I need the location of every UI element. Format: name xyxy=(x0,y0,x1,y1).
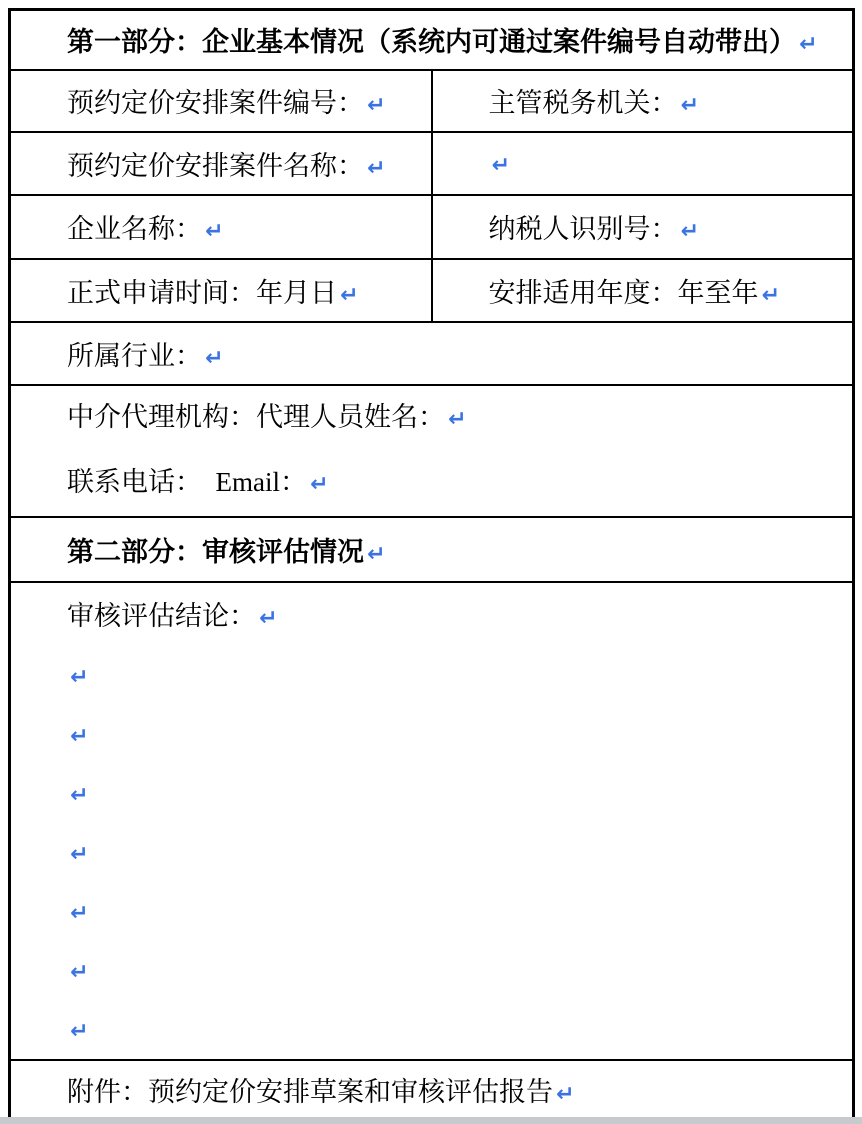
industry-cell[interactable] xyxy=(10,322,854,385)
empty-paragraph xyxy=(67,1000,846,1059)
case-name-label: 预约定价安排案件名称： xyxy=(67,150,364,181)
empty-paragraph xyxy=(67,823,846,882)
conclusion-label: 审核评估结论： xyxy=(67,600,256,631)
section1-header-cell[interactable] xyxy=(10,10,854,70)
paragraph-mark-icon: ↵ xyxy=(367,93,386,118)
applicable-years-label: 安排适用年度：年至年 xyxy=(488,277,759,308)
paragraph-mark-icon: ↵ xyxy=(70,664,89,690)
empty-paragraph xyxy=(67,882,846,941)
empty-paragraph xyxy=(67,646,846,705)
application-time-cell[interactable] xyxy=(10,259,432,322)
paragraph-mark-icon: ↵ xyxy=(491,152,510,178)
paragraph-mark-icon: ↵ xyxy=(70,959,89,985)
tax-authority-label: 主管税务机关： xyxy=(488,88,678,118)
page-bottom-edge-bar xyxy=(0,1117,862,1124)
empty-paragraph xyxy=(67,764,846,823)
paragraph-mark-icon: ↵ xyxy=(70,723,89,749)
paragraph-mark-icon: ↵ xyxy=(340,282,359,308)
company-name-label: 企业名称： xyxy=(67,214,202,244)
case-number-cell[interactable] xyxy=(10,70,432,132)
case-number-label: 预约定价安排案件编号： xyxy=(67,88,364,118)
section2-header-cell[interactable] xyxy=(10,517,854,582)
taxpayer-id-label: 纳税人识别号： xyxy=(488,214,678,244)
paragraph-mark-icon: ↵ xyxy=(205,219,224,244)
attachment-cell[interactable] xyxy=(10,1060,854,1121)
company-name-cell[interactable] xyxy=(10,195,432,259)
paragraph-mark-icon: ↵ xyxy=(367,541,386,567)
agency-line: 中介代理机构：代理人员姓名： xyxy=(67,401,445,432)
empty-paragraph xyxy=(67,705,846,764)
paragraph-mark-icon: ↵ xyxy=(70,900,89,926)
paragraph-mark-icon: ↵ xyxy=(70,782,89,808)
apa-form-table xyxy=(8,8,855,1122)
paragraph-mark-icon: ↵ xyxy=(799,32,818,58)
paragraph-mark-icon: ↵ xyxy=(680,219,699,244)
assessment-conclusion-cell[interactable] xyxy=(10,582,854,1060)
paragraph-mark-icon: ↵ xyxy=(556,1082,575,1108)
application-time-label: 正式申请时间：年月日 xyxy=(67,277,337,308)
paragraph-mark-icon: ↵ xyxy=(761,282,780,308)
industry-label: 所属行业： xyxy=(67,340,202,371)
case-name-value-cell[interactable] xyxy=(432,132,854,195)
tax-authority-cell[interactable] xyxy=(432,70,854,132)
paragraph-mark-icon: ↵ xyxy=(70,841,89,867)
attachment-line: 附件：预约定价安排草案和审核评估报告 xyxy=(67,1077,553,1108)
taxpayer-id-cell[interactable] xyxy=(432,195,854,259)
applicable-years-cell[interactable] xyxy=(432,259,854,322)
contact-line: 联系电话： Email： xyxy=(67,466,307,497)
empty-paragraph xyxy=(67,941,846,1000)
agency-contact-cell[interactable] xyxy=(10,385,854,517)
paragraph-mark-icon: ↵ xyxy=(367,155,386,181)
case-name-cell[interactable] xyxy=(10,132,432,195)
section1-header: 第一部分：企业基本情况（系统内可通过案件编号自动带出） xyxy=(67,27,796,58)
paragraph-mark-icon: ↵ xyxy=(309,471,329,497)
paragraph-mark-icon: ↵ xyxy=(680,93,699,118)
section2-header: 第二部分：审核评估情况 xyxy=(67,536,364,567)
paragraph-mark-icon: ↵ xyxy=(205,345,224,371)
paragraph-mark-icon: ↵ xyxy=(448,406,467,432)
paragraph-mark-icon: ↵ xyxy=(70,1018,89,1044)
paragraph-mark-icon: ↵ xyxy=(259,605,278,631)
